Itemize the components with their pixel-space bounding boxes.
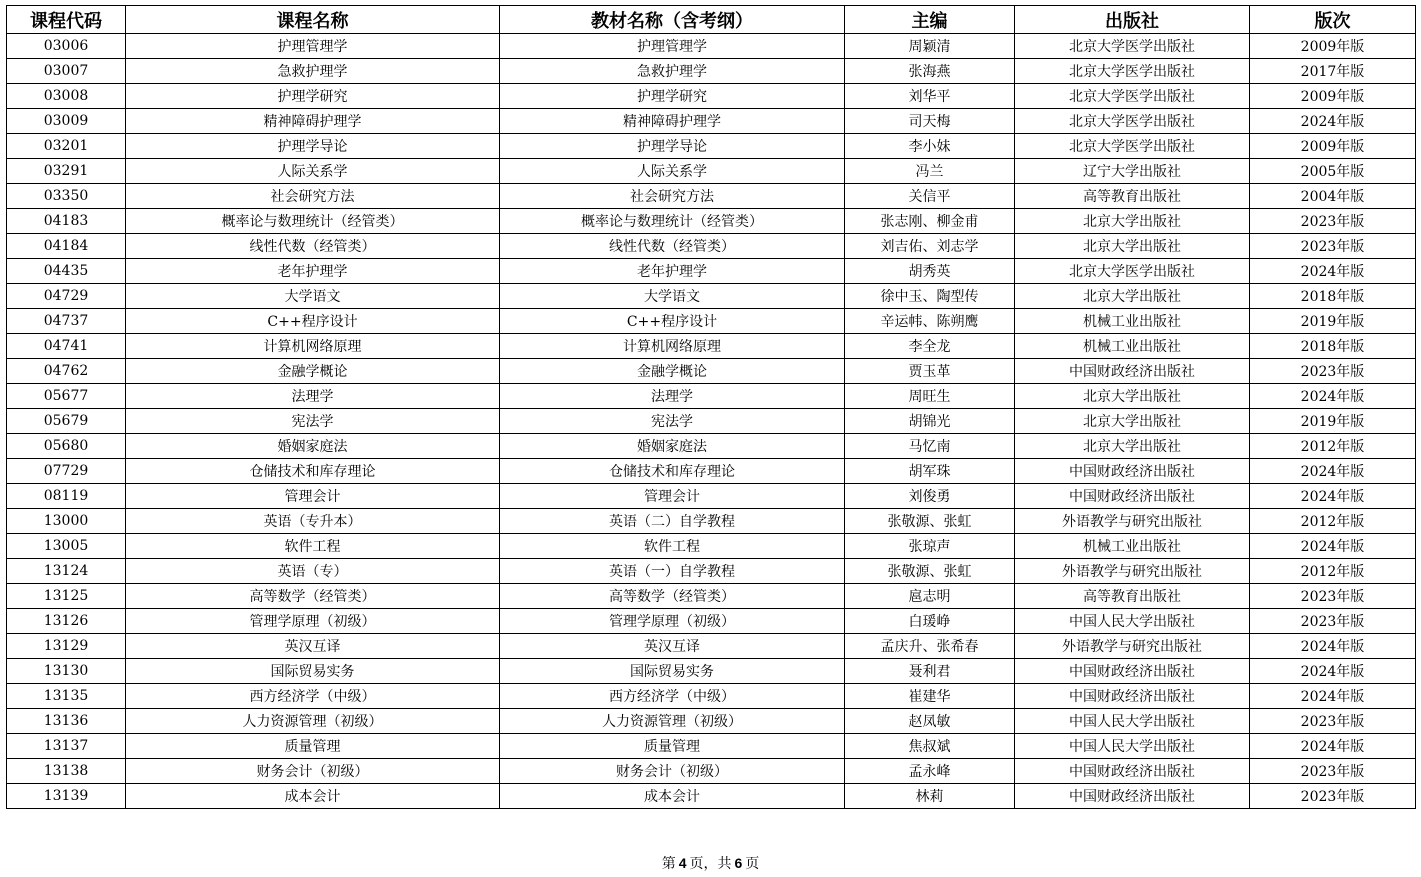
header-editor: 主编 <box>845 6 1015 34</box>
cell-course-name: 人力资源管理（初级） <box>126 709 500 734</box>
table-row <box>7 709 1416 734</box>
cell-edition: 2024年版 <box>1250 534 1416 559</box>
cell-edition: 2018年版 <box>1250 334 1416 359</box>
cell-editor: 焦叔斌 <box>845 734 1015 759</box>
cell-textbook-name: 人力资源管理（初级） <box>500 709 845 734</box>
cell-course-name: 西方经济学（中级） <box>126 684 500 709</box>
cell-edition: 2009年版 <box>1250 34 1416 59</box>
cell-course-name: 英语（专升本） <box>126 509 500 534</box>
cell-course-code: 13135 <box>7 684 126 709</box>
cell-course-name: 护理学导论 <box>126 134 500 159</box>
cell-publisher: 北京大学出版社 <box>1015 384 1250 409</box>
footer-middle: 页，共 <box>689 856 732 872</box>
cell-edition: 2024年版 <box>1250 484 1416 509</box>
cell-course-code: 03350 <box>7 184 126 209</box>
cell-course-code: 04184 <box>7 234 126 259</box>
cell-course-code: 13126 <box>7 609 126 634</box>
table-row <box>7 259 1416 284</box>
cell-publisher: 中国财政经济出版社 <box>1015 684 1250 709</box>
cell-edition: 2024年版 <box>1250 659 1416 684</box>
cell-edition: 2023年版 <box>1250 209 1416 234</box>
cell-edition: 2024年版 <box>1250 634 1416 659</box>
table-row <box>7 459 1416 484</box>
cell-editor: 张志刚、柳金甫 <box>845 209 1015 234</box>
cell-publisher: 中国财政经济出版社 <box>1015 484 1250 509</box>
cell-edition: 2024年版 <box>1250 109 1416 134</box>
cell-textbook-name: 护理学导论 <box>500 134 845 159</box>
cell-edition: 2004年版 <box>1250 184 1416 209</box>
cell-course-code: 13129 <box>7 634 126 659</box>
cell-editor: 孟永峰 <box>845 759 1015 784</box>
cell-editor: 周颖清 <box>845 34 1015 59</box>
cell-course-name: 财务会计（初级） <box>126 759 500 784</box>
cell-textbook-name: 管理会计 <box>500 484 845 509</box>
cell-publisher: 中国财政经济出版社 <box>1015 659 1250 684</box>
cell-publisher: 外语教学与研究出版社 <box>1015 634 1250 659</box>
cell-course-name: 金融学概论 <box>126 359 500 384</box>
cell-edition: 2023年版 <box>1250 709 1416 734</box>
table-row <box>7 359 1416 384</box>
cell-editor: 白瑗峥 <box>845 609 1015 634</box>
cell-textbook-name: 英汉互译 <box>500 634 845 659</box>
table-row <box>7 134 1416 159</box>
cell-editor: 贾玉革 <box>845 359 1015 384</box>
table-row <box>7 609 1416 634</box>
cell-textbook-name: 概率论与数理统计（经管类） <box>500 209 845 234</box>
cell-editor: 赵凤敏 <box>845 709 1015 734</box>
table-row <box>7 509 1416 534</box>
cell-textbook-name: 婚姻家庭法 <box>500 434 845 459</box>
table-row <box>7 659 1416 684</box>
cell-textbook-name: 法理学 <box>500 384 845 409</box>
cell-textbook-name: 软件工程 <box>500 534 845 559</box>
cell-course-code: 03009 <box>7 109 126 134</box>
cell-edition: 2024年版 <box>1250 259 1416 284</box>
cell-course-name: 护理管理学 <box>126 34 500 59</box>
cell-publisher: 中国人民大学出版社 <box>1015 734 1250 759</box>
cell-editor: 徐中玉、陶型传 <box>845 284 1015 309</box>
cell-course-code: 13125 <box>7 584 126 609</box>
cell-course-name: 人际关系学 <box>126 159 500 184</box>
table-row <box>7 634 1416 659</box>
cell-course-name: 管理会计 <box>126 484 500 509</box>
cell-publisher: 北京大学医学出版社 <box>1015 84 1250 109</box>
cell-edition: 2017年版 <box>1250 59 1416 84</box>
table-row <box>7 759 1416 784</box>
cell-publisher: 机械工业出版社 <box>1015 534 1250 559</box>
cell-textbook-name: 财务会计（初级） <box>500 759 845 784</box>
cell-edition: 2023年版 <box>1250 784 1416 809</box>
table-row <box>7 59 1416 84</box>
footer-prefix: 第 <box>661 856 676 872</box>
cell-textbook-name: 管理学原理（初级） <box>500 609 845 634</box>
cell-textbook-name: 宪法学 <box>500 409 845 434</box>
table-row <box>7 584 1416 609</box>
cell-course-code: 03008 <box>7 84 126 109</box>
cell-course-code: 04183 <box>7 209 126 234</box>
cell-edition: 2024年版 <box>1250 384 1416 409</box>
cell-publisher: 中国财政经济出版社 <box>1015 359 1250 384</box>
cell-course-name: C++程序设计 <box>126 309 500 334</box>
table-row <box>7 559 1416 584</box>
textbook-table <box>6 5 1416 809</box>
cell-course-name: 护理学研究 <box>126 84 500 109</box>
table-row <box>7 534 1416 559</box>
cell-editor: 辛运帏、陈朔鹰 <box>845 309 1015 334</box>
table-row <box>7 734 1416 759</box>
table-row <box>7 784 1416 809</box>
cell-course-name: 宪法学 <box>126 409 500 434</box>
cell-course-code: 13130 <box>7 659 126 684</box>
cell-course-name: 国际贸易实务 <box>126 659 500 684</box>
cell-editor: 李小妹 <box>845 134 1015 159</box>
cell-course-code: 13136 <box>7 709 126 734</box>
cell-textbook-name: 质量管理 <box>500 734 845 759</box>
cell-editor: 李全龙 <box>845 334 1015 359</box>
cell-editor: 聂利君 <box>845 659 1015 684</box>
cell-course-code: 13139 <box>7 784 126 809</box>
cell-editor: 胡锦光 <box>845 409 1015 434</box>
cell-course-name: 概率论与数理统计（经管类） <box>126 209 500 234</box>
cell-textbook-name: 高等数学（经管类） <box>500 584 845 609</box>
cell-course-code: 13124 <box>7 559 126 584</box>
cell-textbook-name: 仓储技术和库存理论 <box>500 459 845 484</box>
table-row <box>7 284 1416 309</box>
cell-course-name: 老年护理学 <box>126 259 500 284</box>
cell-textbook-name: 金融学概论 <box>500 359 845 384</box>
table-row <box>7 484 1416 509</box>
footer-total-pages: 6 <box>734 855 743 871</box>
cell-editor: 扈志明 <box>845 584 1015 609</box>
cell-course-code: 03291 <box>7 159 126 184</box>
cell-editor: 冯兰 <box>845 159 1015 184</box>
cell-publisher: 中国人民大学出版社 <box>1015 709 1250 734</box>
cell-course-code: 05679 <box>7 409 126 434</box>
cell-editor: 周旺生 <box>845 384 1015 409</box>
cell-editor: 司天梅 <box>845 109 1015 134</box>
cell-publisher: 北京大学出版社 <box>1015 209 1250 234</box>
cell-course-code: 05677 <box>7 384 126 409</box>
cell-editor: 刘华平 <box>845 84 1015 109</box>
cell-course-name: 软件工程 <box>126 534 500 559</box>
cell-course-code: 03006 <box>7 34 126 59</box>
table-row <box>7 84 1416 109</box>
cell-course-code: 04741 <box>7 334 126 359</box>
cell-textbook-name: 护理学研究 <box>500 84 845 109</box>
table-row <box>7 434 1416 459</box>
cell-course-name: 高等数学（经管类） <box>126 584 500 609</box>
cell-course-code: 03201 <box>7 134 126 159</box>
cell-publisher: 北京大学医学出版社 <box>1015 134 1250 159</box>
cell-publisher: 北京大学出版社 <box>1015 409 1250 434</box>
header-row <box>7 6 1416 34</box>
cell-course-name: 管理学原理（初级） <box>126 609 500 634</box>
cell-course-code: 08119 <box>7 484 126 509</box>
cell-publisher: 北京大学出版社 <box>1015 284 1250 309</box>
table-row <box>7 409 1416 434</box>
cell-textbook-name: 人际关系学 <box>500 159 845 184</box>
cell-edition: 2019年版 <box>1250 309 1416 334</box>
cell-editor: 马忆南 <box>845 434 1015 459</box>
cell-publisher: 北京大学医学出版社 <box>1015 34 1250 59</box>
cell-textbook-name: 大学语文 <box>500 284 845 309</box>
cell-textbook-name: 急救护理学 <box>500 59 845 84</box>
cell-edition: 2005年版 <box>1250 159 1416 184</box>
cell-course-code: 07729 <box>7 459 126 484</box>
cell-edition: 2023年版 <box>1250 359 1416 384</box>
cell-edition: 2012年版 <box>1250 509 1416 534</box>
cell-editor: 张敬源、张虹 <box>845 509 1015 534</box>
table-row <box>7 159 1416 184</box>
cell-editor: 张敬源、张虹 <box>845 559 1015 584</box>
table-row <box>7 34 1416 59</box>
cell-textbook-name: 英语（二）自学教程 <box>500 509 845 534</box>
cell-publisher: 北京大学出版社 <box>1015 434 1250 459</box>
table-row <box>7 184 1416 209</box>
cell-course-code: 13005 <box>7 534 126 559</box>
cell-course-code: 05680 <box>7 434 126 459</box>
table-row <box>7 209 1416 234</box>
cell-textbook-name: C++程序设计 <box>500 309 845 334</box>
cell-edition: 2024年版 <box>1250 734 1416 759</box>
header-course-name: 课程名称 <box>126 6 500 34</box>
cell-edition: 2024年版 <box>1250 684 1416 709</box>
cell-publisher: 北京大学出版社 <box>1015 234 1250 259</box>
page-footer <box>0 853 1421 873</box>
cell-course-code: 04435 <box>7 259 126 284</box>
header-publisher: 出版社 <box>1015 6 1250 34</box>
footer-suffix: 页 <box>745 856 760 872</box>
cell-course-name: 英语（专） <box>126 559 500 584</box>
cell-edition: 2009年版 <box>1250 134 1416 159</box>
cell-editor: 孟庆升、张希春 <box>845 634 1015 659</box>
cell-course-code: 04762 <box>7 359 126 384</box>
cell-course-name: 线性代数（经管类） <box>126 234 500 259</box>
cell-course-code: 03007 <box>7 59 126 84</box>
table-row <box>7 309 1416 334</box>
header-textbook-name: 教材名称（含考纲） <box>500 6 845 34</box>
cell-publisher: 高等教育出版社 <box>1015 184 1250 209</box>
cell-course-name: 质量管理 <box>126 734 500 759</box>
cell-edition: 2023年版 <box>1250 609 1416 634</box>
cell-course-name: 大学语文 <box>126 284 500 309</box>
cell-textbook-name: 计算机网络原理 <box>500 334 845 359</box>
cell-publisher: 辽宁大学出版社 <box>1015 159 1250 184</box>
footer-current-page: 4 <box>678 855 687 871</box>
cell-course-name: 婚姻家庭法 <box>126 434 500 459</box>
cell-course-name: 仓储技术和库存理论 <box>126 459 500 484</box>
cell-editor: 关信平 <box>845 184 1015 209</box>
cell-textbook-name: 精神障碍护理学 <box>500 109 845 134</box>
cell-publisher: 中国财政经济出版社 <box>1015 759 1250 784</box>
table-row <box>7 384 1416 409</box>
cell-textbook-name: 老年护理学 <box>500 259 845 284</box>
cell-textbook-name: 线性代数（经管类） <box>500 234 845 259</box>
table-body <box>7 34 1416 809</box>
cell-publisher: 北京大学医学出版社 <box>1015 259 1250 284</box>
header-course-code: 课程代码 <box>7 6 126 34</box>
cell-editor: 胡军珠 <box>845 459 1015 484</box>
table-row <box>7 334 1416 359</box>
cell-course-name: 成本会计 <box>126 784 500 809</box>
cell-publisher: 机械工业出版社 <box>1015 309 1250 334</box>
cell-edition: 2023年版 <box>1250 759 1416 784</box>
cell-editor: 崔建华 <box>845 684 1015 709</box>
cell-textbook-name: 国际贸易实务 <box>500 659 845 684</box>
cell-publisher: 北京大学医学出版社 <box>1015 59 1250 84</box>
cell-course-name: 急救护理学 <box>126 59 500 84</box>
cell-edition: 2019年版 <box>1250 409 1416 434</box>
cell-textbook-name: 护理管理学 <box>500 34 845 59</box>
cell-edition: 2012年版 <box>1250 559 1416 584</box>
cell-editor: 刘俊勇 <box>845 484 1015 509</box>
cell-course-code: 13137 <box>7 734 126 759</box>
cell-edition: 2024年版 <box>1250 459 1416 484</box>
cell-edition: 2009年版 <box>1250 84 1416 109</box>
cell-textbook-name: 社会研究方法 <box>500 184 845 209</box>
cell-publisher: 中国财政经济出版社 <box>1015 784 1250 809</box>
cell-textbook-name: 西方经济学（中级） <box>500 684 845 709</box>
cell-publisher: 机械工业出版社 <box>1015 334 1250 359</box>
cell-editor: 张琼声 <box>845 534 1015 559</box>
cell-course-name: 计算机网络原理 <box>126 334 500 359</box>
table-row <box>7 109 1416 134</box>
cell-editor: 张海燕 <box>845 59 1015 84</box>
cell-edition: 2023年版 <box>1250 234 1416 259</box>
cell-course-code: 13138 <box>7 759 126 784</box>
cell-course-name: 社会研究方法 <box>126 184 500 209</box>
table-header <box>7 6 1416 34</box>
cell-editor: 刘吉佑、刘志学 <box>845 234 1015 259</box>
cell-publisher: 北京大学医学出版社 <box>1015 109 1250 134</box>
cell-publisher: 高等教育出版社 <box>1015 584 1250 609</box>
cell-course-name: 精神障碍护理学 <box>126 109 500 134</box>
cell-course-code: 04737 <box>7 309 126 334</box>
cell-publisher: 外语教学与研究出版社 <box>1015 509 1250 534</box>
cell-course-name: 法理学 <box>126 384 500 409</box>
cell-textbook-name: 英语（一）自学教程 <box>500 559 845 584</box>
table-row <box>7 234 1416 259</box>
cell-edition: 2018年版 <box>1250 284 1416 309</box>
table-row <box>7 684 1416 709</box>
cell-publisher: 中国财政经济出版社 <box>1015 459 1250 484</box>
cell-publisher: 中国人民大学出版社 <box>1015 609 1250 634</box>
header-edition: 版次 <box>1250 6 1416 34</box>
cell-course-code: 13000 <box>7 509 126 534</box>
cell-textbook-name: 成本会计 <box>500 784 845 809</box>
cell-edition: 2023年版 <box>1250 584 1416 609</box>
cell-course-code: 04729 <box>7 284 126 309</box>
cell-publisher: 外语教学与研究出版社 <box>1015 559 1250 584</box>
cell-editor: 林莉 <box>845 784 1015 809</box>
cell-course-name: 英汉互译 <box>126 634 500 659</box>
cell-editor: 胡秀英 <box>845 259 1015 284</box>
cell-edition: 2012年版 <box>1250 434 1416 459</box>
